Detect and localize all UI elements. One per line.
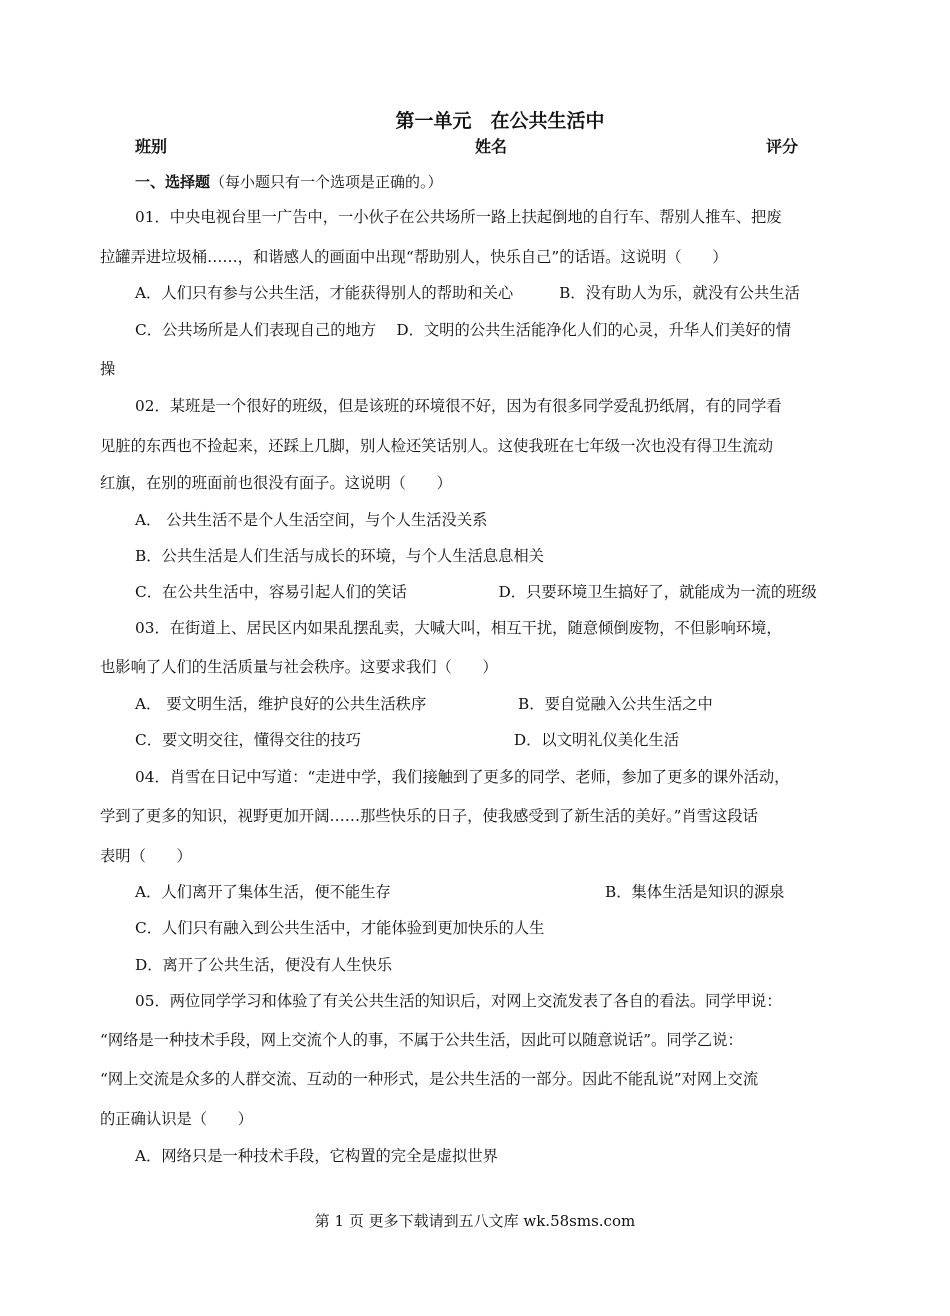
text-line: 红旗，在别的班面前也很没有面子。这说明（ ） bbox=[100, 474, 452, 492]
text-line: D．离开了公共生活，便没有人生快乐 bbox=[135, 956, 393, 974]
class-label: 班别 bbox=[135, 137, 168, 156]
text-line: C．在公共生活中，容易引起人们的笑话 D．只要环境卫生搞好了，就能成为一流的班级 bbox=[135, 583, 817, 601]
text-line: A．人们只有参与公共生活，才能获得别人的帮助和关心 B．没有助人为乐，就没有公共生活 bbox=[135, 284, 800, 302]
text-line: 03．在街道上、居民区内如果乱摆乱卖，大喊大叫，相互干扰，随意倾倒废物，不但影响环境， bbox=[135, 619, 782, 637]
text-line: C．公共场所是人们表现自己的地方 D．文明的公共生活能净化人们的心灵，升华人们美好的情 bbox=[135, 321, 792, 339]
section-title: 一、选择题 bbox=[135, 173, 211, 191]
score-label: 评分 bbox=[766, 137, 799, 156]
name-label: 姓名 bbox=[475, 137, 508, 156]
page-title: 第一单元 在公共生活中 bbox=[395, 110, 605, 132]
text-line: 01．中央电视台里一广告中，一小伙子在公共场所一路上扶起倒地的自行车、帮别人推车、把废 bbox=[135, 208, 782, 226]
text-line: A． 要文明生活，维护良好的公共生活秩序 B．要自觉融入公共生活之中 bbox=[135, 695, 713, 713]
text-line: 的正确认识是（ ） bbox=[100, 1110, 253, 1128]
text-line: 学到了更多的知识，视野更加开阔……那些快乐的日子，使我感受到了新生活的美好。”肖雪这段话 bbox=[100, 807, 758, 825]
text-line: A．人们离开了集体生活，便不能生存 B．集体生活是知识的源泉 bbox=[135, 883, 785, 901]
text-line: A． 公共生活不是个人生活空间，与个人生活没关系 bbox=[135, 511, 488, 529]
text-line: B．公共生活是人们生活与成长的环境，与个人生活息息相关 bbox=[135, 547, 544, 565]
text-line: 04．肖雪在日记中写道：“走进中学，我们接触到了更多的同学、老师，参加了更多的课外活动， bbox=[135, 768, 790, 786]
text-line: 也影响了人们的生活质量与社会秩序。这要求我们（ ） bbox=[100, 658, 498, 676]
text-line: “网络是一种技术手段，网上交流个人的事，不属于公共生活，因此可以随意说话”。同学乙说： bbox=[100, 1031, 743, 1049]
text-line: 见脏的东西也不捡起来，还踩上几脚，别人检还笑话别人。这使我班在七年级一次也没有得卫生流动 bbox=[100, 437, 774, 455]
text-line: 表明（ ） bbox=[100, 847, 192, 865]
text-line: A．网络只是一种技术手段，它构置的完全是虚拟世界 bbox=[135, 1147, 498, 1165]
section-heading bbox=[135, 171, 443, 192]
text-line: 02．某班是一个很好的班级，但是该班的环境很不好，因为有很多同学爱乱扔纸屑，有的同学看 bbox=[135, 397, 782, 415]
text-line: C．要文明交往，懂得交往的技巧 D．以文明礼仪美化生活 bbox=[135, 731, 680, 749]
text-line: C．人们只有融入到公共生活中，才能体验到更加快乐的人生 bbox=[135, 919, 545, 937]
page-footer: 第 1 页 更多下载请到五八文库 wk.58sms.com bbox=[314, 1212, 636, 1230]
section-note: （每小题只有一个选项是正确的。） bbox=[210, 173, 443, 191]
text-line: 操 bbox=[100, 360, 116, 378]
text-line: 05．两位同学学习和体验了有关公共生活的知识后，对网上交流发表了各自的看法。同学甲说： bbox=[135, 992, 782, 1010]
text-line: “网上交流是众多的人群交流、互动的一种形式，是公共生活的一部分。因此不能乱说”对网上交流 bbox=[100, 1070, 759, 1088]
text-line: 拉罐弄进垃圾桶……，和谐感人的画面中出现“帮助别人，快乐自己”的话语。这说明（ ） bbox=[100, 248, 728, 266]
